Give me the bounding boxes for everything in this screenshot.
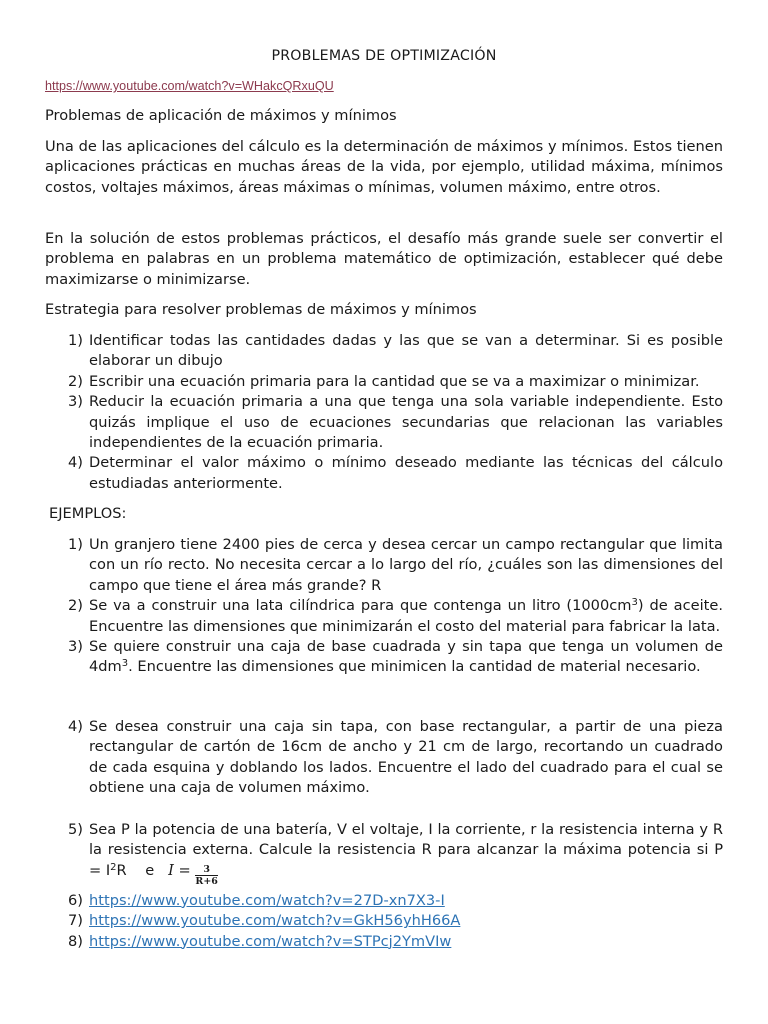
item-text-b: R e xyxy=(116,861,169,879)
item-number: 2) xyxy=(68,372,83,390)
strategy-item xyxy=(45,331,723,372)
paragraph-2-text: En la solución de estos problemas prácticos, el desafío más grande suele ser convertir el problema en palabras en un problema matemático de optimización, establecer qué debe maximizarse o minimizarse. xyxy=(45,230,723,288)
item-number: 2) xyxy=(68,597,83,615)
item-number: 6) xyxy=(68,891,83,909)
video-link[interactable]: https://www.youtube.com/watch?v=27D-xn7X3-I xyxy=(89,891,445,909)
item-number: 1) xyxy=(68,536,83,553)
video-link[interactable]: https://www.youtube.com/watch?v=STPcj2YmVIw xyxy=(89,932,452,950)
examples-heading: EJEMPLOS: xyxy=(49,505,127,522)
item-text-b: . Encuentre las dimensiones que minimicen la cantidad de material necesario. xyxy=(128,658,701,676)
example-item xyxy=(45,717,723,799)
item-number: 7) xyxy=(68,912,83,930)
item-text: Determinar el valor máximo o mínimo deseado mediante las técnicas del cálculo estudiadas anteriormente. xyxy=(89,454,723,492)
example-item xyxy=(45,596,723,637)
video-link-item xyxy=(45,891,723,911)
item-number: 4) xyxy=(68,718,83,735)
item-text-a: Se quiere construir una caja de base cuadrada y sin tapa que tenga un volumen de 4dm xyxy=(89,638,723,676)
page-title: PROBLEMAS DE OPTIMIZACIÓN xyxy=(271,48,497,64)
strategy-item xyxy=(45,453,723,494)
video-link-item xyxy=(45,911,723,931)
superscript: 3 xyxy=(121,658,129,670)
superscript: 2 xyxy=(110,861,117,873)
item-number: 5) xyxy=(68,821,83,838)
item-text: Se desea construir una caja sin tapa, con base rectangular, a partir de una pieza rectangular de cartón de 16cm de ancho y 21 cm de largo, recortando un cuadrado de cada esquina y doblando los lados. Encuentre el lado del cuadrado para el cual se obtiene una caja de volumen máximo. xyxy=(89,718,723,797)
item-number: 1) xyxy=(68,332,83,349)
examples-list-a xyxy=(45,535,723,678)
paragraph-2 xyxy=(45,229,723,290)
strategy-item xyxy=(45,392,723,453)
fraction-denominator: R+6 xyxy=(195,875,218,887)
strategy-item xyxy=(45,372,723,392)
item-number: 4) xyxy=(68,454,83,472)
formula-lhs: I = xyxy=(168,861,191,879)
top-video-link[interactable]: https://www.youtube.com/watch?v=WHakcQRxuQU xyxy=(45,79,334,93)
paragraph-1 xyxy=(45,137,723,198)
examples-list-b xyxy=(45,717,723,799)
strategy-list xyxy=(45,331,723,494)
example-item xyxy=(45,820,723,887)
fraction-numerator: 3 xyxy=(195,864,217,876)
item-text: Un granjero tiene 2400 pies de cerca y desea cercar un campo rectangular que limita con un río recto. No necesita cercar a lo largo del río, ¿cuáles son las dimensiones del campo que tiene el área más grande? R xyxy=(89,536,723,594)
intro-heading: Problemas de aplicación de máximos y mínimos xyxy=(45,107,397,124)
video-link[interactable]: https://www.youtube.com/watch?v=GkH56yhH66A xyxy=(89,912,461,930)
formula-fraction xyxy=(195,864,217,887)
item-text: Reducir la ecuación primaria a una que tenga una sola variable independiente. Esto quizás implique el uso de ecuaciones secundarias que relacionan las variables independientes de la ecuación primaria. xyxy=(89,393,723,452)
item-text: Identificar todas las cantidades dadas y las que se van a determinar. Si es posible elaborar un dibujo xyxy=(89,332,723,370)
item-number: 8) xyxy=(68,932,83,950)
video-link-item xyxy=(45,932,723,952)
examples-list-c xyxy=(45,820,723,952)
item-text-a: Se va a construir una lata cilíndrica para que contenga un litro (1000cm xyxy=(89,597,632,615)
item-text: Escribir una ecuación primaria para la cantidad que se va a maximizar o minimizar. xyxy=(89,372,700,390)
superscript: 3 xyxy=(631,597,638,609)
item-text-a: Sea P la potencia de una batería, V el voltaje, I la corriente, r la resistencia interna y R la resistencia externa. Calcule la resistencia R para alcanzar la máxima potencia si P = I xyxy=(89,821,723,879)
item-number: 3) xyxy=(68,393,83,411)
paragraph-1-text: Una de las aplicaciones del cálculo es la determinación de máximos y mínimos. Estos tienen aplicaciones prácticas en muchas áreas de la vida, por ejemplo, utilidad máxima, mínimos costos, voltajes máximos, áreas máximas o mínimas, volumen máximo, entre otros. xyxy=(45,138,723,196)
strategy-heading: Estrategia para resolver problemas de máximos y mínimos xyxy=(45,301,477,318)
item-number: 3) xyxy=(68,638,83,656)
example-item xyxy=(45,535,723,596)
item-text-b: ) de aceite. Encuentre las dimensiones que minimizarán el costo del material para fabricar la lata. xyxy=(89,597,723,635)
example-item xyxy=(45,637,723,678)
